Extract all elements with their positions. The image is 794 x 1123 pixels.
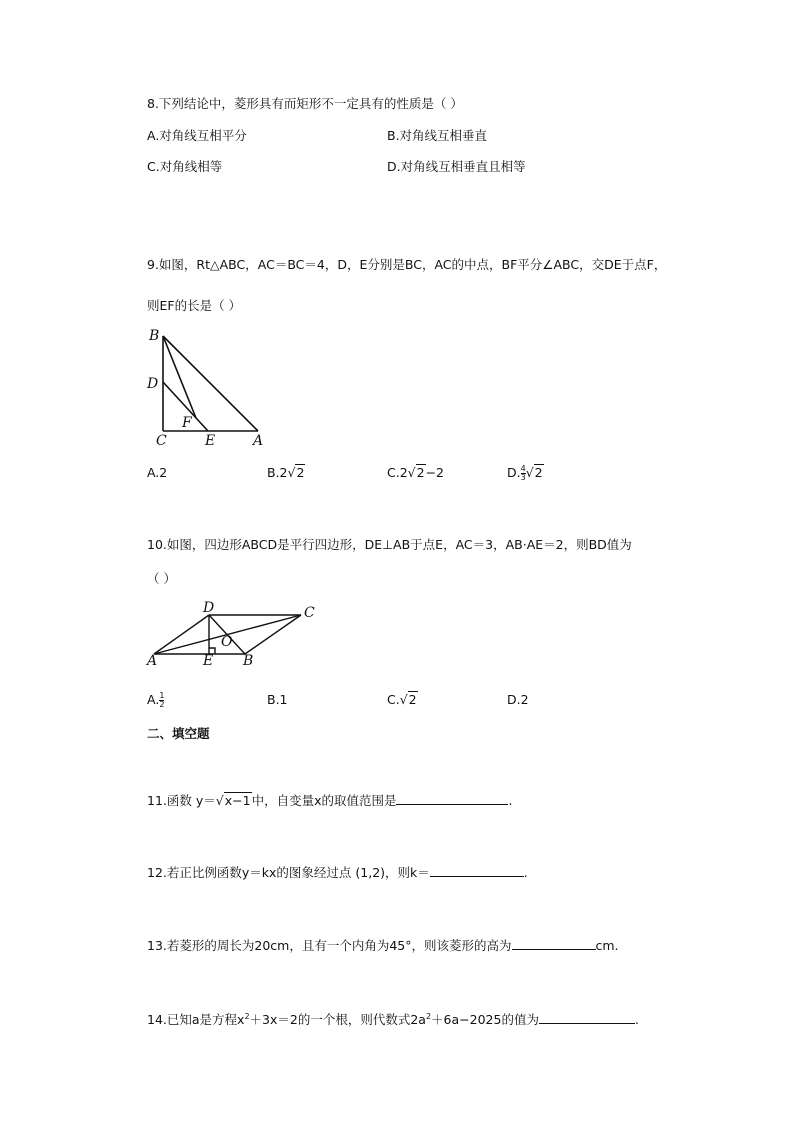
sqrt-icon: √ [287, 465, 296, 480]
q11-prefix: 11.函数 y＝ [147, 793, 216, 808]
q10-option-c [387, 692, 418, 708]
q8-option-b: B.对角线互相垂直 [387, 128, 488, 143]
q8-option-d: D.对角线互相垂直且相等 [387, 159, 526, 174]
fraction-denominator: 2 [159, 700, 165, 709]
q14-prefix: 14.已知a是方程x [147, 1012, 245, 1028]
q10-option-a-fraction [159, 692, 164, 709]
q9-option-c-suffix: −2 [425, 465, 445, 480]
q8-stem: 8.下列结论中，菱形具有而矩形不一定具有的性质是（ ） [147, 96, 463, 111]
q14-middle-2: ＋6a−2025的值为 [431, 1012, 539, 1028]
q10-stem-line1: 10.如图，四边形ABCD是平行四边形，DE⊥AB于点E，AC＝3，AB·AE＝2，则BD值为 [147, 537, 632, 552]
q14-exponent-2: 2 [425, 1012, 432, 1021]
fraction-numerator: 4 [520, 464, 526, 473]
q13-answer-blank[interactable] [512, 937, 596, 950]
q10-option-a [147, 692, 164, 709]
fraction-numerator: 1 [159, 691, 165, 700]
q13-end: cm. [595, 938, 619, 953]
q9-option-d [507, 465, 544, 482]
q10-label-b: B [243, 653, 254, 669]
q8-option-c: C.对角线相等 [147, 159, 223, 174]
q12-text: 12.若正比例函数y＝kx的图象经过点 (1,2)，则k＝ [147, 865, 430, 880]
q14-answer-blank[interactable] [539, 1011, 635, 1024]
sqrt-icon: √ [407, 465, 416, 480]
q9-label-f: F [182, 415, 192, 431]
q14-middle-1: ＋3x＝2的一个根，则代数式2a [249, 1012, 426, 1028]
q11-end: . [508, 793, 513, 808]
q9-option-c-radicand: 2 [416, 465, 425, 480]
q9-label-c: C [156, 433, 167, 449]
q10-option-d: D.2 [507, 692, 529, 707]
q12-end: . [523, 865, 528, 880]
q9-stem-line2: 则EF的长是（ ） [147, 298, 242, 313]
q12-answer-blank[interactable] [430, 864, 524, 877]
q14-exponent-1: 2 [244, 1012, 250, 1021]
q9-option-d-radicand: 2 [534, 465, 543, 480]
q9-option-a: A.2 [147, 465, 168, 480]
q13 [147, 937, 619, 954]
q10-parallelogram-figure [140, 598, 330, 670]
q10-label-c: C [304, 605, 315, 621]
q10-stem-line2: （ ） [147, 571, 176, 586]
section-title: 二、填空题 [147, 726, 210, 741]
q9-stem-line1: 9.如图，Rt△ABC，AC＝BC＝4，D，E分别是BC，AC的中点，BF平分∠ABC，交DE于点F， [147, 257, 667, 272]
q9-label-a: A [253, 433, 264, 449]
q9-option-c [387, 465, 444, 481]
q9-option-d-prefix: D. [507, 465, 521, 480]
q14-end: . [634, 1012, 639, 1028]
q11 [147, 792, 512, 809]
q10-label-a: A [147, 653, 158, 669]
q10-label-e: E [203, 653, 214, 669]
q12 [147, 864, 528, 881]
q14 [147, 1009, 639, 1028]
q9-option-b [267, 465, 305, 481]
q10-option-c-prefix: C. [387, 692, 400, 707]
q10-option-b: B.1 [267, 692, 288, 707]
q11-radicand: x−1 [224, 793, 251, 808]
sqrt-icon: √ [399, 692, 408, 707]
q9-label-d: D [147, 376, 159, 392]
q11-answer-blank[interactable] [396, 792, 508, 805]
q9-label-e: E [205, 433, 216, 449]
q9-option-b-prefix: B.2 [267, 465, 288, 480]
q8-option-a: A.对角线互相平分 [147, 128, 247, 143]
q10-option-c-radicand: 2 [408, 692, 417, 707]
q11-suffix: 中，自变量x的取值范围是 [251, 793, 397, 808]
q9-option-b-radicand: 2 [296, 465, 305, 480]
q13-text: 13.若菱形的周长为20cm，且有一个内角为45°，则该菱形的高为 [147, 938, 512, 953]
q9-option-c-prefix: C.2 [387, 465, 408, 480]
sqrt-icon: √ [215, 793, 224, 808]
sqrt-icon: √ [525, 465, 534, 480]
q10-label-o: O [221, 634, 233, 650]
q10-label-d: D [203, 600, 215, 616]
q10-option-a-prefix: A. [147, 692, 160, 707]
q9-label-b: B [149, 328, 160, 344]
fraction-denominator: 3 [520, 473, 526, 482]
q9-triangle-figure [140, 322, 280, 452]
